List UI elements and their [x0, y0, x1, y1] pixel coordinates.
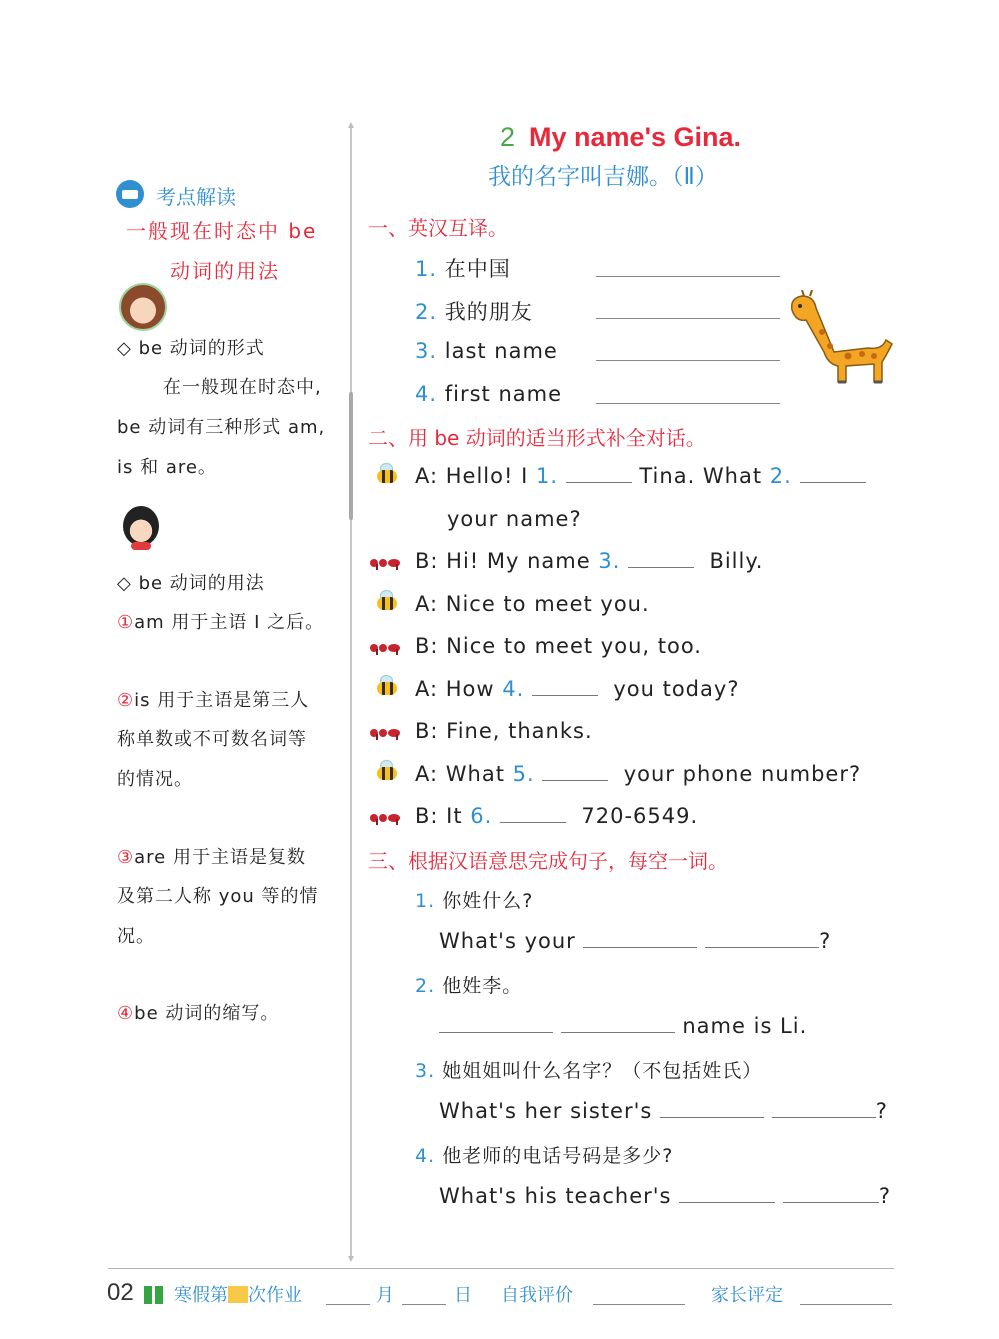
answer-blank-2[interactable] — [596, 318, 780, 319]
blank-number: 2. — [769, 464, 792, 488]
section1-label — [368, 212, 508, 241]
usage-heading: ◇ be 动词的用法 — [117, 573, 265, 594]
blank-number: 3. — [598, 549, 621, 573]
lesson-title — [500, 122, 741, 153]
dialogue-text: Billy. — [709, 549, 764, 573]
item-text: first name — [444, 382, 563, 406]
item-number: 4. — [415, 382, 438, 406]
book-icon — [116, 180, 144, 208]
page-number: 02 — [107, 1279, 134, 1306]
dialogue-blank-5[interactable] — [542, 779, 608, 781]
usage-item-3 — [117, 843, 306, 869]
dialogue-line-1-cont: your name? — [447, 507, 582, 531]
q4-cn — [415, 1141, 673, 1168]
dialogue-text: you today? — [613, 677, 740, 701]
usage-marker: ① — [117, 612, 135, 633]
homework-suffix: 次作业 — [248, 1285, 302, 1306]
ant-icon — [370, 724, 400, 740]
section2-label — [368, 422, 706, 451]
q1-blank-2[interactable] — [705, 946, 819, 948]
q1-en — [439, 929, 831, 953]
sentence-end: ? — [819, 929, 832, 953]
sidebar-section-title: 考点解读 — [156, 185, 236, 209]
item-number: 2. — [415, 300, 438, 324]
usage-text: is 用于主语是第三人 — [134, 690, 310, 711]
bee-icon — [373, 463, 399, 485]
ant-icon — [370, 554, 400, 570]
dialogue-blank-2[interactable] — [800, 481, 866, 483]
dialogue-line-6: B: Fine, thanks. — [415, 719, 593, 743]
dialogue-blank-3[interactable] — [628, 566, 694, 568]
dialogue-text: A: What — [415, 762, 505, 786]
usage-marker: ② — [117, 690, 135, 711]
answer-blank-4[interactable] — [596, 403, 780, 404]
item-text: last name — [444, 339, 558, 363]
dialogue-text: A: How — [415, 677, 495, 701]
dialogue-text: A: Hello! I — [415, 464, 529, 488]
sentence-text: name is Li. — [682, 1014, 808, 1038]
form-heading: ◇ be 动词的形式 — [117, 338, 265, 359]
usage-text: are 用于主语是复数 — [134, 847, 306, 868]
dialogue-text: B: Hi! My name — [415, 549, 591, 573]
usage-item-4 — [117, 999, 279, 1025]
dialogue-text: 720-6549. — [581, 804, 699, 828]
s1-item-2 — [415, 296, 533, 326]
q3-en — [439, 1099, 888, 1123]
lesson-title-en: My name's Gina. — [529, 122, 742, 152]
s1-item-1 — [415, 253, 511, 283]
footer-divider — [108, 1268, 894, 1269]
blank-number: 5. — [512, 762, 535, 786]
question-text: 她姐姐叫什么名字？（不包括姓氏） — [442, 1060, 763, 1082]
dialogue-line-1 — [415, 464, 866, 488]
ant-icon — [370, 639, 400, 655]
sidebar-heading-line2: 动词的用法 — [170, 259, 280, 283]
section3-label — [368, 845, 728, 874]
parent-eval-blank[interactable] — [800, 1304, 892, 1305]
homework-prefix: 寒假第 — [174, 1285, 228, 1306]
item-text: 我的朋友 — [444, 300, 533, 324]
question-number: 1. — [415, 890, 436, 912]
sidebar-heading-line1: 一般现在时态中 be — [126, 219, 318, 243]
dialogue-line-2 — [415, 549, 763, 573]
sentence-end: ? — [875, 1099, 888, 1123]
s1-item-4 — [415, 382, 562, 406]
day-blank[interactable] — [402, 1304, 446, 1305]
sentence-text: What's his teacher's — [439, 1184, 672, 1208]
dialogue-text: Tina. What — [639, 464, 763, 488]
question-number: 2. — [415, 975, 436, 997]
bee-icon — [373, 590, 399, 612]
sentence-end: ? — [878, 1184, 892, 1208]
item-number: 1. — [415, 257, 438, 281]
dialogue-line-7 — [415, 762, 861, 786]
usage-item-3-line2: 及第二人称 you 等的情 — [117, 886, 319, 907]
month-blank[interactable] — [326, 1304, 370, 1305]
homework-number-box[interactable] — [228, 1286, 248, 1303]
q4-en — [439, 1184, 891, 1208]
blank-number: 4. — [502, 677, 525, 701]
dialogue-text: your phone number? — [623, 762, 862, 786]
usage-marker: ④ — [117, 1003, 135, 1024]
usage-item-2 — [117, 686, 309, 712]
giraffe-icon — [782, 290, 898, 386]
homework-label — [174, 1281, 302, 1307]
s1-item-3 — [415, 339, 558, 363]
usage-item-1 — [117, 608, 324, 634]
section3-label-text: 三、根据汉语意思完成句子，每空一词。 — [368, 849, 728, 873]
answer-blank-3[interactable] — [596, 360, 780, 361]
girl-avatar-icon — [119, 283, 167, 331]
dialogue-text: B: It — [415, 804, 463, 828]
usage-text: am 用于主语 I 之后。 — [134, 612, 325, 633]
item-number: 3. — [415, 339, 438, 363]
usage-text: be 动词的缩写。 — [134, 1003, 280, 1024]
bee-icon — [373, 760, 399, 782]
question-number: 4. — [415, 1145, 436, 1167]
dialogue-line-4: B: Nice to meet you, too. — [415, 634, 702, 658]
form-text-1: 在一般现在时态中, — [163, 377, 322, 398]
dialogue-line-5 — [415, 677, 739, 701]
question-number: 3. — [415, 1060, 436, 1082]
usage-item-2-line2: 称单数或不可数名词等 — [117, 729, 307, 750]
sentence-text: What's her sister's — [439, 1099, 653, 1123]
usage-marker: ③ — [117, 847, 135, 868]
q2-en — [439, 1014, 807, 1038]
lesson-number: 2 — [500, 122, 516, 152]
lesson-subtitle-cn: 我的名字叫吉娜。（Ⅱ） — [488, 164, 718, 190]
q2-blank-1[interactable] — [439, 1031, 553, 1033]
q3-blank-1[interactable] — [660, 1116, 764, 1118]
ant-icon — [370, 809, 400, 825]
q1-blank-1[interactable] — [583, 946, 697, 948]
dialogue-line-3: A: Nice to meet you. — [415, 592, 650, 616]
dialogue-blank-4[interactable] — [532, 694, 598, 696]
q2-blank-2[interactable] — [561, 1031, 675, 1033]
form-text-3: is 和 are。 — [117, 457, 217, 478]
section1-label-text: 一、英汉互译。 — [368, 216, 508, 240]
blank-number: 1. — [535, 464, 558, 488]
blank-number: 6. — [470, 804, 493, 828]
dialogue-blank-1[interactable] — [566, 481, 632, 483]
question-text: 他姓李。 — [442, 975, 523, 997]
usage-item-3-line3: 况。 — [117, 926, 155, 947]
dialogue-line-8 — [415, 804, 698, 828]
usage-item-2-line3: 的情况。 — [117, 769, 193, 790]
q3-cn — [415, 1056, 762, 1083]
day-label: 日 — [454, 1285, 472, 1306]
q4-blank-2[interactable] — [783, 1201, 879, 1203]
bee-icon — [373, 675, 399, 697]
boy-avatar-icon — [123, 506, 159, 546]
self-eval-blank[interactable] — [593, 1304, 685, 1305]
section2-label-text: 二、用 be 动词的适当形式补全对话。 — [368, 426, 706, 450]
question-text: 他老师的电话号码是多少? — [442, 1145, 674, 1167]
question-text: 你姓什么? — [442, 890, 534, 912]
scrollbar-thumb[interactable] — [349, 392, 353, 520]
sentence-text: What's your — [439, 929, 576, 953]
q4-blank-1[interactable] — [679, 1201, 775, 1203]
column-divider — [350, 128, 352, 1256]
green-bars-icon — [144, 1286, 166, 1308]
form-text-2: be 动词有三种形式 am, — [117, 417, 326, 438]
q1-cn — [415, 886, 533, 913]
parent-eval-label: 家长评定 — [711, 1285, 783, 1306]
q2-cn — [415, 971, 522, 998]
item-text: 在中国 — [444, 257, 511, 281]
dialogue-blank-6[interactable] — [500, 821, 566, 823]
answer-blank-1[interactable] — [596, 276, 780, 277]
month-label: 月 — [376, 1285, 394, 1306]
q3-blank-2[interactable] — [772, 1116, 876, 1118]
self-eval-label: 自我评价 — [501, 1285, 573, 1306]
